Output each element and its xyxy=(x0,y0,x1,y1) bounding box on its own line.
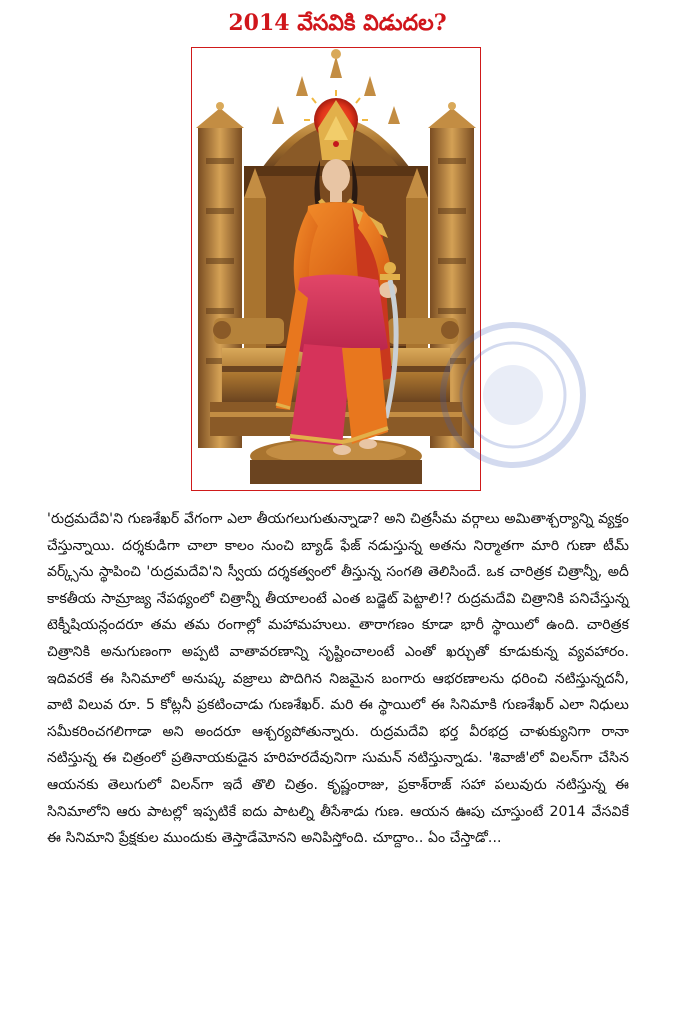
article-body: 'రుద్రమదేవి'ని గుణశేఖర్ వేగంగా ఎలా తీయగలుగుతున్నాడా? అని చిత్రసీమ వర్గాలు అమితాశ్చర్యాన్ని వ్యక్తం చేస్తున్నాయి. దర్శకుడిగా చాలా కాలం నుంచి బ్యాడ్ ఫేజ్ నడుస్తున్న అతను నిర్మాతగా మారి గుణా టీమ్ వర్క్స్‌ను స్థాపించి 'రుద్రమదేవి'ని స్వీయ దర్శకత్వంలో తీస్తున్న సంగతి తెలిసిందే. ఒక చారిత్రక చిత్రాన్నీ, అదీ కాకతీయ సామ్రాజ్య నేపథ్యంలో చిత్రాన్నీ తీయాలంటే ఎంత బడ్జెట్ పెట్టాలి!? రుద్రమదేవి చిత్రానికి పనిచేస్తున్న టెక్నీషియన్లందరూ తమ తమ రంగాల్లో మహామహులు. తారాగణం కూడా భారీ స్థాయిలో ఉంది. చారిత్రక చిత్రానికి అనుగుణంగా అప్పటి వాతావరణాన్ని సృష్టించాలంటే ఎంతో ఖర్చుతో కూడుకున్న వ్యవహారం. ఇదివరకే ఈ సినిమాలో అనుష్క వజ్రాలు పొదిగిన నిజమైన బంగారు ఆభరణాలను ధరించి నటిస్తున్నదనీ, వాటి విలువ రూ. 5 కోట్లనీ ప్రకటించాడు గుణశేఖర్. మరి ఈ స్థాయిలో ఈ సినిమాకి గుణశేఖర్ ఎలా నిధులు సమీకరించగలిగాడా అని అందరూ ఆశ్చర్యపోతున్నారు. రుద్రమదేవి భర్త వీరభద్ర చాళుక్యునిగా రానా నటిస్తున్న ఈ చిత్రంలో ప్రతినాయకుడైన హరిహరదేవునిగా సుమన్ నటిస్తున్నాడు. 'శివాజీ'లో విలన్‌గా చేసిన ఆయనకు తెలుగులో విలన్‌గా ఇదే తొలి చిత్రం. కృష్ణంరాజు, ప్రకాశ్‌రాజ్ సహా పలువురు నటిస్తున్న ఈ సినిమాలోని ఆరు పాటల్లో ఇప్పటికే ఐదు పాటల్ని తీసేశాడు గుణ. ఆయన ఊపు చూస్తుంటే 2014 వేసవికే ఈ సినిమాని ప్రేక్షకుల ముందుకు తెస్తాడేమోనని అనిపిస్తోంది. చూద్దాం.. ఏం చేస్తాడో... xyxy=(47,511,629,847)
queen-on-throne-illustration xyxy=(192,48,480,490)
round-seal-watermark xyxy=(438,320,588,470)
queen-face xyxy=(322,159,350,193)
headline: 2014 వేసవికి విడుదల? xyxy=(228,10,447,36)
